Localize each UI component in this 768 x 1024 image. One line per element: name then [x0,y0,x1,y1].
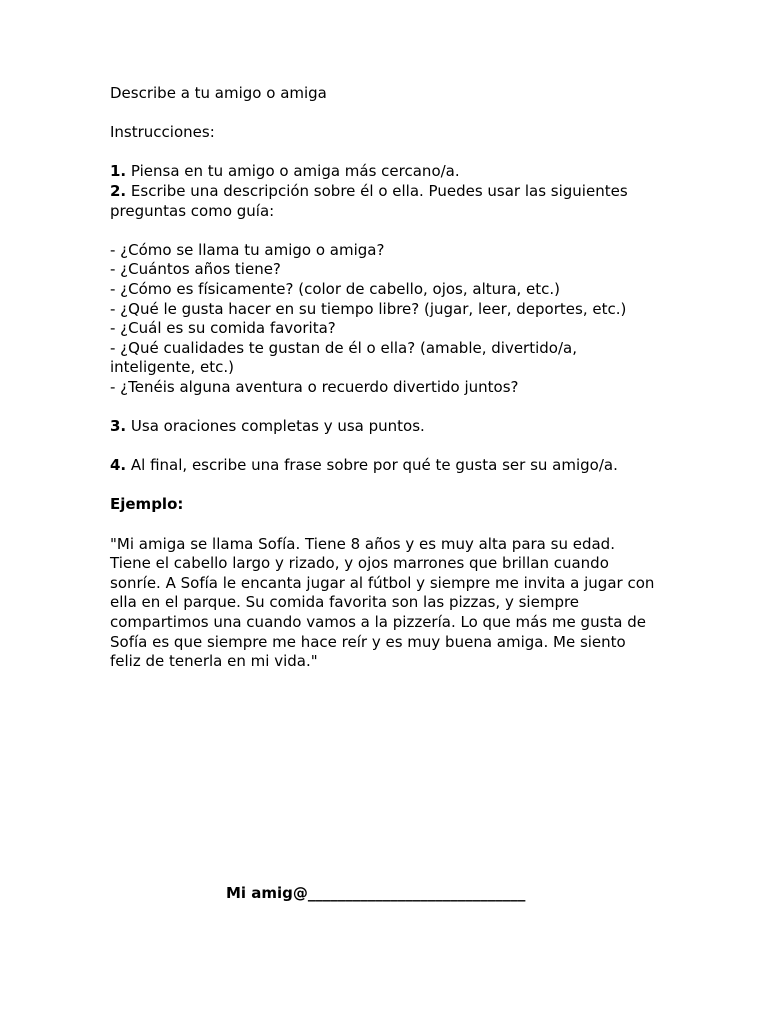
spacer [110,515,658,535]
spacer [110,398,658,418]
spacer [110,476,658,496]
example-heading: Ejemplo: [110,495,184,514]
step-2-number: 2. [110,181,127,200]
worksheet-title: Describe a tu amigo o amiga [110,84,327,102]
step-4 [110,456,658,476]
instructions-heading: Instrucciones: [110,123,215,142]
step-1 [110,162,658,182]
step-3 [110,417,658,437]
question-item: - ¿Cuántos años tiene? [110,260,281,279]
step-3-text: Usa oraciones completas y usa puntos. [126,417,425,436]
spacer [110,104,658,124]
question-item: - ¿Cuál es su comida favorita? [110,319,336,338]
step-2-text: Escribe una descripción sobre él o ella. Puedes usar las siguientes preguntas como guía: [110,181,628,220]
question-item: - ¿Tenéis alguna aventura o recuerdo divertido juntos? [110,377,519,396]
question-item: - ¿Cómo es físicamente? (color de cabello, ojos, altura, etc.) [110,279,561,298]
step-1-number: 1. [110,162,127,181]
question-item: - ¿Qué cualidades te gustan de él o ella? (amable, divertido/a, inteligente, etc.) [110,338,577,377]
example-paragraph: "Mi amiga se llama Sofía. Tiene 8 años y es muy alta para su edad. Tiene el cabello largo y rizado, y ojos marrones que brillan cuando sonríe. A Sofía le encanta jugar al fútbol y siempre me invita a jugar con ella en el parque. Su comida favorita son las pizzas, y siempre compartimos una cuando vamos a la pizzería. Lo que más me gusta de Sofía es que siempre me hace reír y es muy buena amiga. Me siento feliz de tenerla en mi vida." [110,534,655,671]
question-item: - ¿Qué le gusta hacer en su tiempo libre? (jugar, leer, deportes, etc.) [110,299,627,318]
step-3-number: 3. [110,417,127,436]
step-2 [110,182,658,221]
spacer [110,143,658,163]
spacer [110,221,658,241]
question-item: - ¿Cómo se llama tu amigo o amiga? [110,240,385,259]
worksheet-page [110,84,658,672]
signature-line: Mi amig@_____________________________ [226,884,526,902]
step-4-text: Al final, escribe una frase sobre por qué te gusta ser su amigo/a. [126,456,618,475]
step-1-text: Piensa en tu amigo o amiga más cercano/a. [126,162,460,181]
step-4-number: 4. [110,456,127,475]
spacer [110,437,658,457]
